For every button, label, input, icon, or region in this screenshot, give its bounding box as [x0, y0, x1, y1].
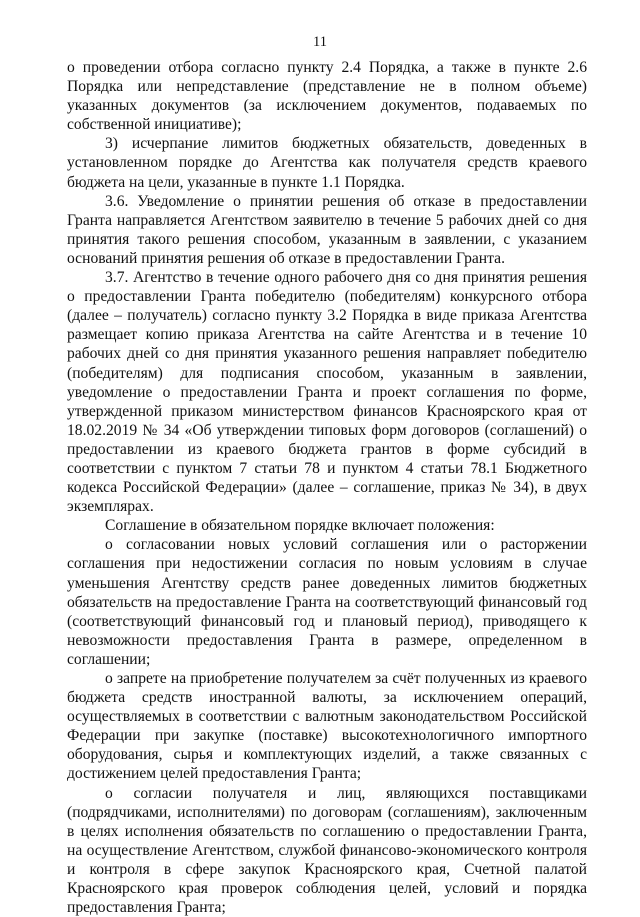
paragraph-3-6: 3.6. Уведомление о принятии решения об отказе в предоставлении Гранта направляется Агентством заявителю в течение 5 рабочих дней со дня принятия такого решения способом, указанным в заявлении, с указанием оснований принятия решения об отказе в предоставлении Гранта. — [67, 192, 587, 267]
paragraph-item-3: 3) исчерпание лимитов бюджетных обязательств, доведенных в установленном порядке до Агентства как получателя средств краевого бюджета на цели, указанные в пункте 1.1 Порядка. — [67, 135, 587, 191]
paragraph-3-7: 3.7. Агентство в течение одного рабочего дня со дня принятия решения о предоставлении Гранта победителю (победителям) конкурсного отбора (далее – получатель) согласно пункту 3.2 Порядка в виде приказа Агентства размещает копию приказа Агентства на сайте Агентства и в течение 10 рабочих дней со дня принятия указанного решения направляет победителю (победителям) для подписания способом, указанным в заявлении, уведомление о предоставлении Гранта и проект соглашения по форме, утвержденной приказом министерством финансов Красноярского края от 18.02.2019 № 34 «Об утверждении типовых форм договоров (соглашений) о предоставлении из краевого бюджета грантов в форме субсидий в соответствии с пунктом 7 статьи 78 и пунктом 4 статьи 78.1 Бюджетного кодекса Российской Федерации» (далее – соглашение, приказ № 34), в двух экземплярах. — [67, 269, 587, 516]
paragraph-provision-currency-ban: о запрете на приобретение получателем за счёт полученных из краевого бюджета средств иностранной валюты, за исключением операций, осуществляемых в соответствии с валютным законодательством Российской Федерации при закупке (поставке) высокотехнологичного импортного оборудования, сырья и комплектующих изделий, а также связанных с достижением целей предоставления Гранта; — [67, 670, 587, 783]
page-number: 11 — [313, 34, 327, 50]
paragraph-provision-new-terms: о согласовании новых условий соглашения или о расторжении соглашения при недостижении согласия по новым условиям в случае уменьшения Агентству средств ранее доведенных лимитов бюджетных обязательств на предоставление Гранта на соответствующий финансовый год (соответствующий финансовый год и плановый период), приводящего к невозможности предоставления Гранта в размере, определенном в соглашении; — [67, 536, 587, 668]
paragraph-continuation: о проведении отбора согласно пункту 2.4 Порядка, а также в пункте 2.6 Порядка или непредставление (представление не в полном объеме) указанных документов (за исключением документов, подаваемых по собственной инициативе); — [67, 59, 587, 134]
page-body — [67, 58, 587, 917]
paragraph-agreement-intro: Соглашение в обязательном порядке включает положения: — [105, 517, 495, 535]
paragraph-provision-audit-consent: о согласии получателя и лиц, являющихся поставщиками (подрядчиками, исполнителями) по договорам (соглашениям), заключенным в целях исполнения обязательств по соглашению о предоставлении Гранта, на осуществление Агентством, службой финансово-экономического контроля и контроля в сфере закупок Красноярского края, Счетной палатой Красноярского края проверок соблюдения целей, условий и порядка предоставления Гранта; — [67, 784, 587, 917]
